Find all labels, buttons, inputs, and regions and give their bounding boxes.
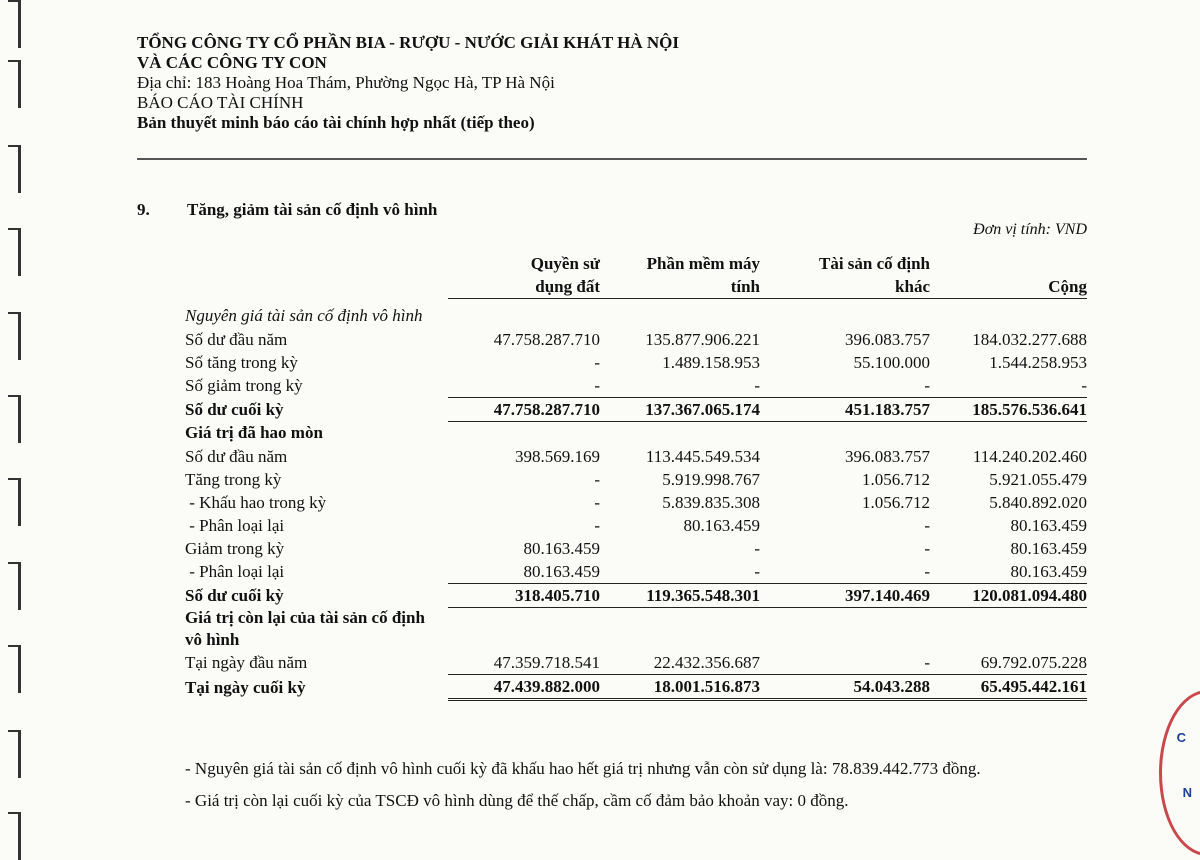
- page-binding-edge: [0, 0, 30, 855]
- cell: 137.367.065.174: [600, 397, 760, 421]
- seal-ring: [1159, 690, 1200, 856]
- cell: 114.240.202.460: [972, 446, 1087, 466]
- cell: [448, 607, 600, 651]
- cell: -: [924, 561, 930, 581]
- row-label: Số dư cuối kỳ: [185, 399, 284, 419]
- cell: 119.365.548.301: [600, 583, 760, 607]
- binding-mark: [8, 645, 21, 693]
- note-paragraph: - Nguyên giá tài sản cố định vô hình cuối kỳ đã khấu hao hết giá trị nhưng vẫn còn sử dụng là: 78.839.442.773 đồng.: [185, 759, 981, 778]
- table-row: [185, 560, 1087, 584]
- cell: 5.840.892.020: [989, 492, 1087, 512]
- unit-label: Đơn vị tính: VND: [973, 221, 1087, 238]
- table-row: [185, 374, 1087, 398]
- cell: 47.758.287.710: [493, 329, 600, 349]
- cell: 47.359.718.541: [493, 653, 600, 672]
- row-label: Giảm trong kỳ: [185, 538, 285, 558]
- table-row: [185, 328, 1087, 351]
- cell: 69.792.075.228: [980, 653, 1087, 672]
- cell: 120.081.094.480: [930, 583, 1087, 607]
- cell: 398.569.169: [515, 446, 600, 466]
- cell: -: [594, 352, 600, 372]
- binding-mark: [8, 478, 21, 526]
- cell: 80.163.459: [1010, 538, 1087, 558]
- cell: 80.163.459: [1010, 561, 1087, 581]
- binding-mark: [8, 812, 21, 860]
- binding-mark: [8, 0, 21, 48]
- cell: [448, 299, 600, 328]
- table-row: [185, 468, 1087, 491]
- cell: [760, 607, 930, 651]
- binding-mark: [8, 562, 21, 610]
- binding-mark: [8, 228, 21, 276]
- binding-mark: [8, 395, 21, 443]
- cell: -: [754, 375, 760, 395]
- note-paragraph: - Giá trị còn lại cuối kỳ của TSCĐ vô hình dùng để thế chấp, cầm cố đảm bảo khoản vay: 0 đồng.: [185, 791, 849, 810]
- cell: [930, 299, 1087, 328]
- cell: 55.100.000: [853, 352, 930, 372]
- cell: 1.544.258.953: [989, 352, 1087, 372]
- row-label: - Phân loại lại: [185, 561, 285, 581]
- table-row: [185, 607, 1087, 651]
- cell: -: [754, 561, 760, 581]
- seal-letter: C: [1176, 730, 1186, 745]
- total-row: [185, 675, 1087, 700]
- table-row: [185, 421, 1087, 445]
- intangible-assets-table: [185, 252, 1087, 701]
- cell: -: [1081, 375, 1087, 395]
- cell: 5.919.998.767: [662, 469, 760, 489]
- row-label: Nguyên giá tài sản cố định vô hình: [185, 306, 423, 325]
- header-empty-cell: [185, 252, 448, 299]
- binding-mark: [8, 60, 21, 108]
- table-row: [185, 537, 1087, 560]
- row-label: Số dư đầu năm: [185, 446, 288, 466]
- cell: 80.163.459: [1010, 515, 1087, 535]
- cell: [930, 421, 1087, 445]
- table-row: [185, 491, 1087, 514]
- cell: 47.439.882.000: [448, 675, 600, 700]
- cell: -: [924, 375, 930, 395]
- column-header: Tài sản cố định khác: [760, 252, 930, 299]
- cell: 5.839.835.308: [662, 492, 760, 512]
- cell: [448, 421, 600, 445]
- notes-block: [185, 758, 1090, 822]
- cell: [760, 421, 930, 445]
- cell: 65.495.442.161: [930, 675, 1087, 700]
- cell: 18.001.516.873: [600, 675, 760, 700]
- cell: 80.163.459: [523, 538, 600, 558]
- cell: 1.489.158.953: [662, 352, 760, 372]
- cell: 54.043.288: [760, 675, 930, 700]
- cell: -: [594, 515, 600, 535]
- cell: [760, 299, 930, 328]
- report-type: BÁO CÁO TÀI CHÍNH: [137, 93, 304, 112]
- binding-mark: [8, 312, 21, 360]
- binding-mark: [8, 145, 21, 193]
- document-header: [137, 33, 1087, 133]
- cell: 47.758.287.710: [448, 397, 600, 421]
- cell: 135.877.906.221: [645, 329, 760, 349]
- cell: 397.140.469: [760, 583, 930, 607]
- cell: -: [924, 515, 930, 535]
- cell: -: [594, 469, 600, 489]
- cell: 185.576.536.641: [930, 397, 1087, 421]
- cell: -: [594, 492, 600, 512]
- header-divider: [137, 158, 1087, 160]
- cell: 1.056.712: [862, 492, 930, 512]
- cell: [600, 607, 760, 651]
- row-label: Giá trị đã hao mòn: [185, 423, 323, 443]
- cell: 80.163.459: [683, 515, 760, 535]
- cell: 451.183.757: [760, 397, 930, 421]
- cell: 1.056.712: [862, 469, 930, 489]
- company-name: TỔNG CÔNG TY CỔ PHẦN BIA - RƯỢU - NƯỚC GIẢI KHÁT HÀ NỘI: [137, 33, 679, 52]
- table-row: [185, 445, 1087, 468]
- company-name-cont: VÀ CÁC CÔNG TY CON: [137, 53, 327, 72]
- cell: -: [924, 653, 930, 672]
- table-row: [185, 514, 1087, 537]
- cell: 396.083.757: [845, 329, 930, 349]
- row-label: Số dư đầu năm: [185, 329, 288, 349]
- subtotal-row: [185, 583, 1087, 607]
- cell: 184.032.277.688: [972, 329, 1087, 349]
- row-label: - Phân loại lại: [185, 515, 285, 535]
- row-label: - Khấu hao trong kỳ: [185, 492, 327, 512]
- cell: 396.083.757: [845, 446, 930, 466]
- company-address: Địa chỉ: 183 Hoàng Hoa Thám, Phường Ngọc Hà, TP Hà Nội: [137, 73, 555, 92]
- row-label: Tại ngày cuối kỳ: [185, 677, 306, 697]
- subtotal-row: [185, 397, 1087, 421]
- section-heading: [137, 200, 437, 220]
- cell: 80.163.459: [523, 561, 600, 581]
- cell: 22.432.356.687: [653, 653, 760, 672]
- section-number: 9.: [137, 200, 150, 219]
- cell: 113.445.549.534: [645, 446, 760, 466]
- cell: 318.405.710: [448, 583, 600, 607]
- seal-letter: N: [1182, 785, 1192, 800]
- report-subtitle: Bản thuyết minh báo cáo tài chính hợp nhất (tiếp theo): [137, 113, 535, 132]
- column-header: Cộng: [930, 252, 1087, 299]
- row-label: Số dư cuối kỳ: [185, 585, 284, 605]
- row-label: Số giảm trong kỳ: [185, 375, 303, 395]
- cell: 5.921.055.479: [989, 469, 1087, 489]
- table-row: [185, 299, 1087, 328]
- cell: [600, 421, 760, 445]
- row-label: Giá trị còn lại của tài sản cố định vô hình: [185, 608, 425, 649]
- row-label: Tại ngày đầu năm: [185, 653, 308, 673]
- table-row: [185, 651, 1087, 675]
- cell: -: [754, 538, 760, 558]
- table-row: [185, 351, 1087, 374]
- column-header: Quyền sử dụng đất: [448, 252, 600, 299]
- column-header: Phần mềm máy tính: [600, 252, 760, 299]
- row-label: Tăng trong kỳ: [185, 469, 282, 489]
- table-header-row: [185, 252, 1087, 299]
- cell: [600, 299, 760, 328]
- cell: -: [594, 375, 600, 395]
- binding-mark: [8, 730, 21, 778]
- row-label: Số tăng trong kỳ: [185, 352, 298, 372]
- cell: -: [924, 538, 930, 558]
- section-title: Tăng, giảm tài sản cố định vô hình: [187, 200, 438, 219]
- cell: [930, 607, 1087, 651]
- company-seal-stamp: [1160, 690, 1200, 855]
